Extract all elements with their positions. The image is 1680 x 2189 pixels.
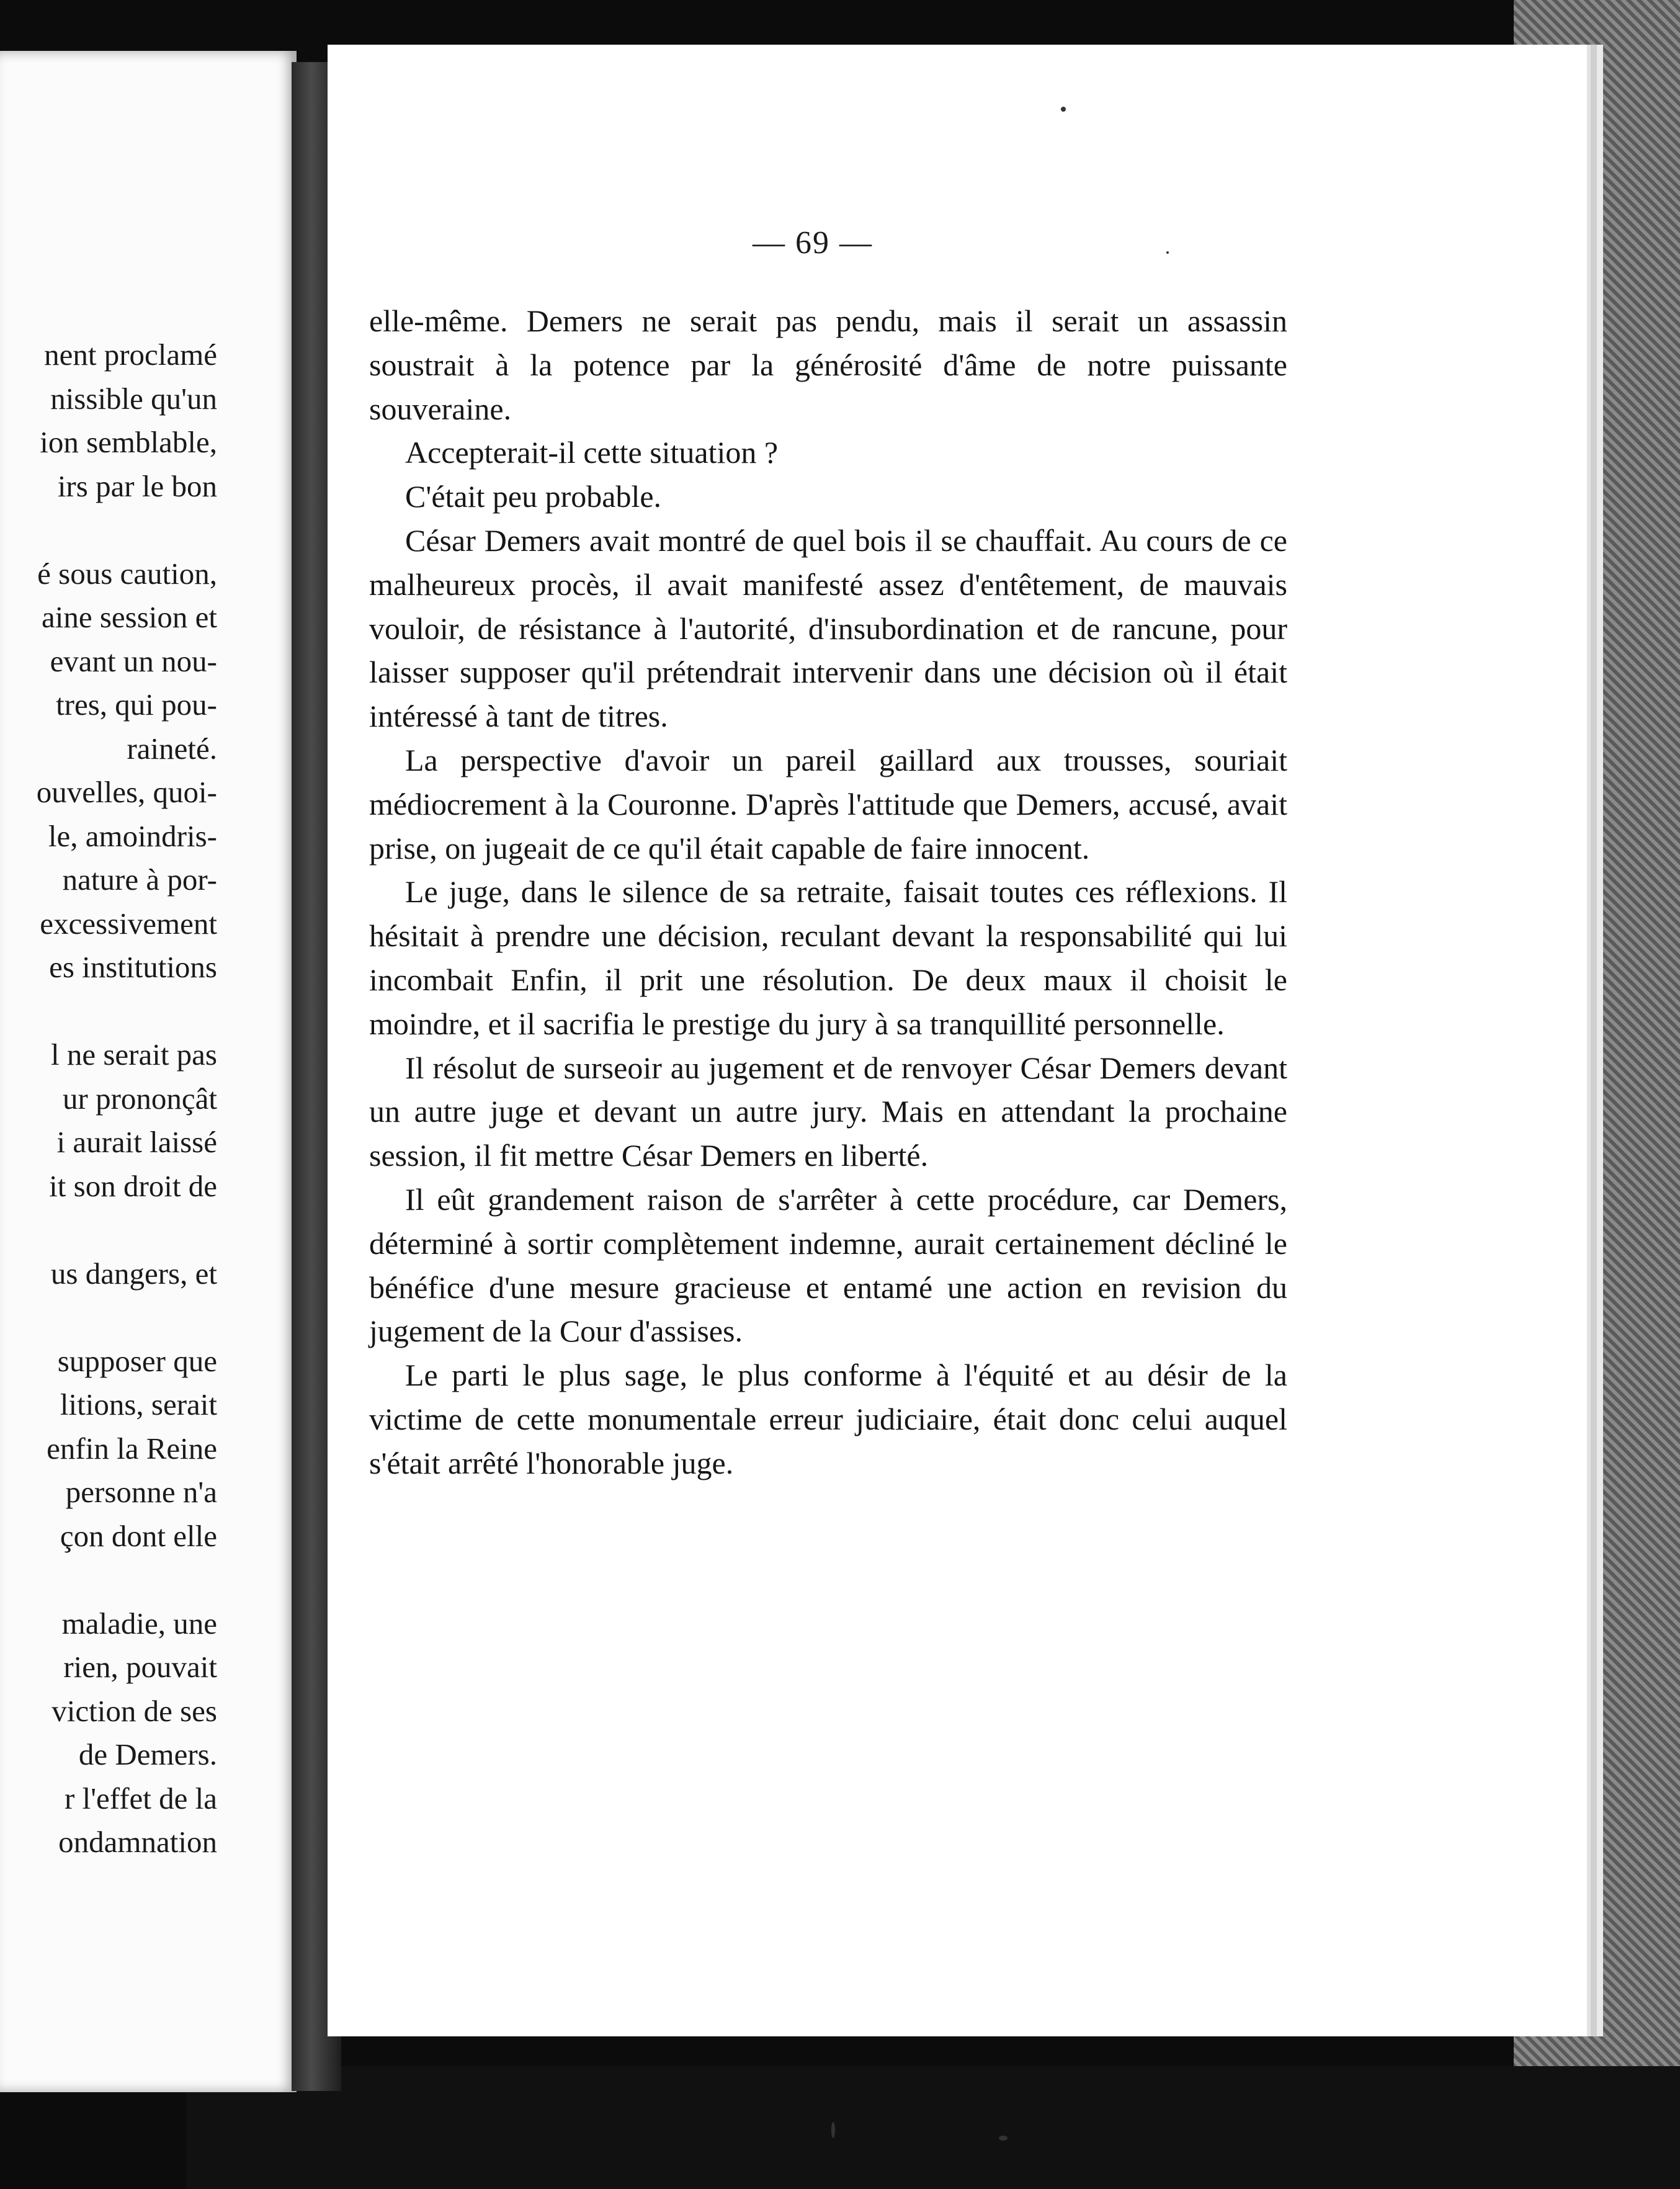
left-page-line: supposer que: [57, 1343, 217, 1378]
scan-background: [186, 2066, 1680, 2189]
left-page-line: çon dont elle: [60, 1518, 217, 1553]
left-page-line: le, amoindris-: [48, 818, 217, 853]
paragraph: Il eût grandement raison de s'arrêter à cette procédure, car Demers, déterminé à sortir complètement indemne, aurait certainement décliné le bénéfice d'une mesure gracieuse et entamé une action en revision du jugement de la Cour d'assises.: [369, 1181, 1287, 1349]
left-page-line: viction de ses: [51, 1693, 217, 1728]
paragraph: Il résolut de surseoir au jugement et de renvoyer César Demers devant un autre juge et devant un autre jury. Mais en attendant la prochaine session, il fit mettre César Demers en liberté.: [369, 1050, 1287, 1173]
left-page-line: raineté.: [127, 731, 217, 766]
left-page-line: [0, 1558, 217, 1602]
left-page-line: maladie, une: [61, 1606, 217, 1641]
page-body: [369, 299, 1287, 1485]
paragraph: Accepterait-il cette situation ?: [405, 435, 779, 470]
page-number: — 69 —: [753, 225, 873, 261]
left-page-line: nissible qu'un: [50, 381, 217, 416]
left-page-line: personne n'a: [65, 1475, 217, 1509]
paragraph: Le parti le plus sage, le plus conforme à l'équité et au désir de la victime de cette monumentale erreur judiciaire, était donc celui auquel s'était arrêté l'honorable juge.: [369, 1358, 1287, 1480]
left-page-text: [0, 333, 217, 1864]
left-page-line: i aurait laissé: [56, 1125, 217, 1159]
left-page-line: [0, 990, 217, 1034]
left-page-line: [0, 508, 217, 552]
left-page: [0, 51, 297, 2092]
left-page-line: nent proclamé: [44, 338, 217, 372]
left-page-line: enfin la Reine: [47, 1431, 217, 1466]
left-page-line: ur prononçât: [63, 1081, 217, 1116]
paragraph: Le juge, dans le silence de sa retraite, faisait toutes ces réflexions. Il hésitait à prendre une décision, reculant devant la responsabilité qui lui incombait Enfin, il prit une résolution. De deux maux il choisit le moindre, et il sacrifia le prestige du jury à sa tranquillité personnelle.: [369, 874, 1287, 1041]
left-page-line: ondamnation: [58, 1825, 217, 1859]
left-page-line: nature à por-: [62, 862, 217, 897]
left-page-line: é sous caution,: [37, 556, 217, 591]
left-page-line: excessivement: [40, 906, 217, 941]
left-page-line: aine session et: [41, 600, 217, 634]
left-page-line: us dangers, et: [50, 1256, 217, 1291]
left-page-line: it son droit de: [49, 1168, 217, 1203]
left-page-line: rien, pouvait: [63, 1650, 217, 1684]
paragraph: elle-même. Demers ne serait pas pendu, mais il serait un assassin soustrait à la potence par la générosité d'âme de notre puissante souveraine.: [369, 303, 1287, 426]
left-page-line: l ne serait pas: [50, 1037, 217, 1072]
paragraph: La perspective d'avoir un pareil gaillard aux trousses, souriait médiocrement à la Couronne. D'après l'attitude que Demers, accusé, avait prise, on jugeait de ce qu'il était capable de faire innocent.: [369, 742, 1287, 866]
left-page-line: de Demers.: [78, 1737, 217, 1771]
left-page-line: [0, 1296, 217, 1340]
left-page-line: ion semblable,: [40, 425, 217, 459]
left-page-line: tres, qui pou-: [56, 687, 217, 722]
left-page-line: irs par le bon: [57, 468, 217, 503]
left-page-line: evant un nou-: [50, 643, 217, 678]
left-page-line: litions, serait: [60, 1387, 217, 1421]
left-page-line: ouvelles, quoi-: [36, 775, 217, 809]
paragraph: C'était peu probable.: [405, 479, 662, 514]
left-page-line: es institutions: [49, 950, 217, 984]
left-page-line: [0, 1208, 217, 1252]
paragraph: César Demers avait montré de quel bois il se chauffait. Au cours de ce malheureux procès, il avait manifesté assez d'entêtement, de mauvais vouloir, de résistance à l'autorité, d'insubordination et de rancune, pour laisser supposer qu'il prétendrait intervenir dans une décision où il était intéressé à tant de titres.: [369, 522, 1287, 734]
left-page-line: r l'effet de la: [65, 1781, 217, 1815]
